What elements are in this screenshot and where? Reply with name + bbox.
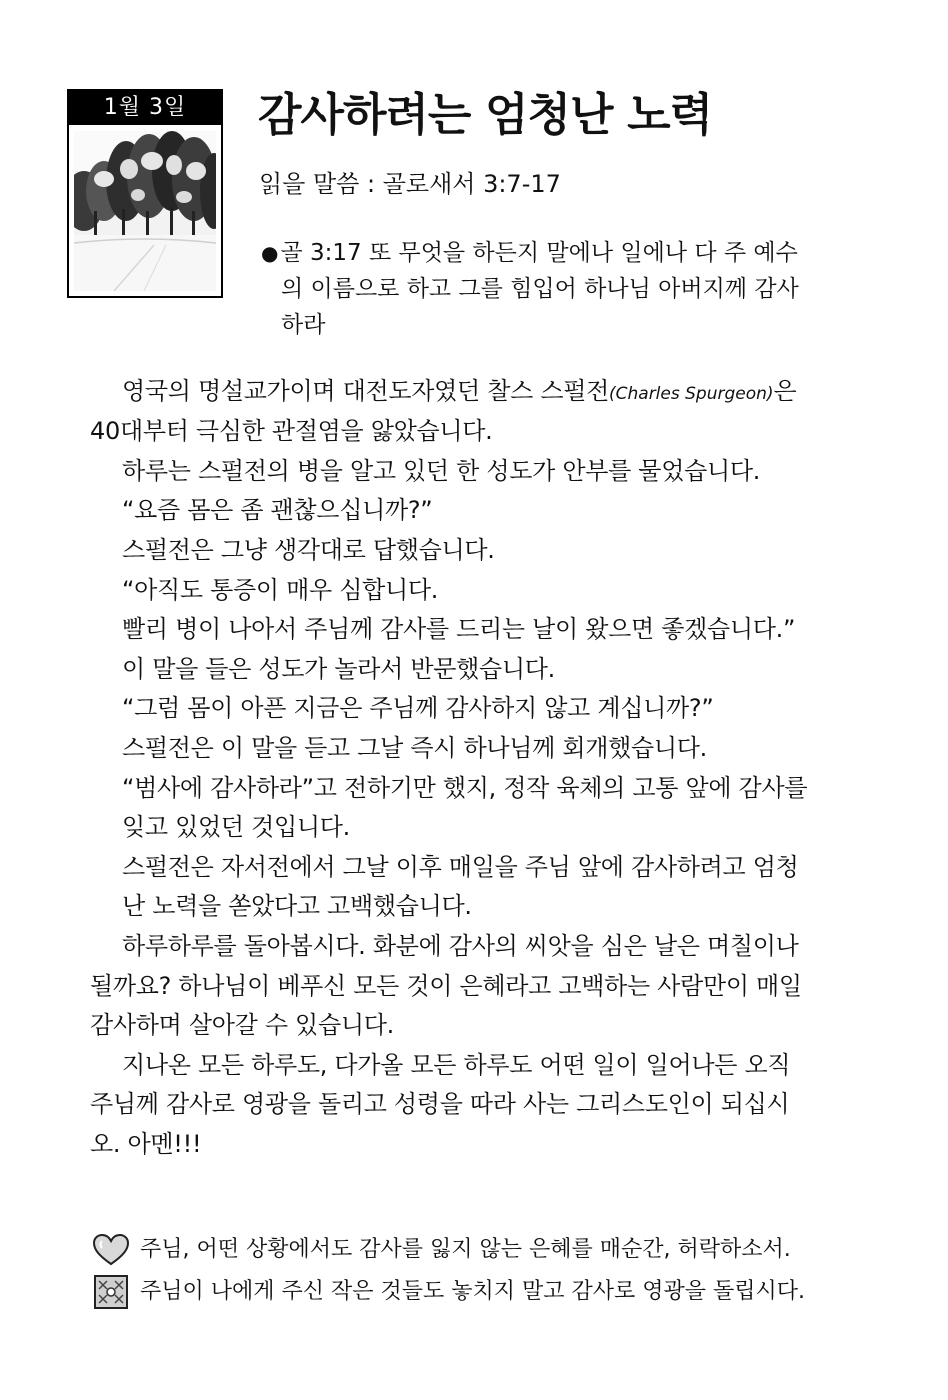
bullet-icon: ● xyxy=(261,241,279,265)
body-line: 될까요? 하나님이 베푸신 모든 것이 은혜라고 고백하는 사람만이 매일 xyxy=(90,972,802,1000)
verse-line: 의 이름으로 하고 그를 힘입어 하나님 아버지께 감사 xyxy=(281,276,799,302)
prayer-line: 주님, 어떤 상황에서도 감사를 잃지 않는 은혜를 매순간, 허락하소서. xyxy=(92,1232,791,1268)
body-line: 하루하루를 돌아봅시다. 화분에 감사의 씨앗을 심은 날은 며칠이나 xyxy=(122,932,799,960)
body-line: 잊고 있었던 것입니다. xyxy=(122,813,350,841)
verse-line: ●골 3:17 또 무엇을 하든지 말에나 일에나 다 주 예수 xyxy=(261,240,798,266)
reading-reference: 읽을 말씀 : 골로새서 3:7-17 xyxy=(259,170,561,198)
body-line: “아직도 통증이 매우 심합니다. xyxy=(122,576,439,604)
body-line: “요즘 몸은 좀 괜찮으십니까?” xyxy=(122,496,433,524)
date-label: 1월 3일 xyxy=(69,91,221,125)
body-line: 오. 아멘!!! xyxy=(90,1130,202,1158)
body-line: “그럼 몸이 아픈 지금은 주님께 감사하지 않고 계십니까?” xyxy=(122,694,714,722)
pattern-square-icon xyxy=(92,1275,130,1309)
body-line: 주님께 감사로 영광을 돌리고 성령을 따라 사는 그리스도인이 되십시 xyxy=(90,1090,790,1118)
body-line: 이 말을 들은 성도가 놀라서 반문했습니다. xyxy=(122,655,556,683)
prayer-line: 주님이 나에게 주신 작은 것들도 놓치지 말고 감사로 영광을 돌립시다. xyxy=(92,1274,805,1310)
body-line: “범사에 감사하라”고 전하기만 했지, 정작 육체의 고통 앞에 감사를 xyxy=(122,774,808,802)
body-line: 40대부터 극심한 관절염을 앓았습니다. xyxy=(90,417,493,445)
body-line: 감사하며 살아갈 수 있습니다. xyxy=(90,1011,394,1039)
body-line: 지나온 모든 하루도, 다가올 모든 하루도 어떤 일이 일어나든 오직 xyxy=(122,1051,791,1079)
body-line: 스펄전은 그냥 생각대로 답했습니다. xyxy=(122,536,495,564)
key-verse xyxy=(261,235,823,343)
body-line: 빨리 병이 나아서 주님께 감사를 드리는 날이 왔으면 좋겠습니다.” xyxy=(122,615,796,643)
body-line: 스펄전은 이 말을 듣고 그날 즉시 하나님께 회개했습니다. xyxy=(122,734,707,762)
winter-forest-image xyxy=(74,131,216,291)
body-line: 영국의 명설교가이며 대전도자였던 찰스 스펄전(Charles Spurgeon)은 xyxy=(122,377,797,405)
date-box xyxy=(67,89,223,298)
verse-line: 하라 xyxy=(281,312,326,338)
body-line: 난 노력을 쏟았다고 고백했습니다. xyxy=(122,892,472,920)
body-line: 스펄전은 자서전에서 그날 이후 매일을 주님 앞에 감사하려고 엄청 xyxy=(122,853,799,881)
body-line: 하루는 스펄전의 병을 알고 있던 한 성도가 안부를 물었습니다. xyxy=(122,457,761,485)
heart-icon xyxy=(92,1233,130,1267)
page-title: 감사하려는 엄청난 노력 xyxy=(258,88,713,141)
